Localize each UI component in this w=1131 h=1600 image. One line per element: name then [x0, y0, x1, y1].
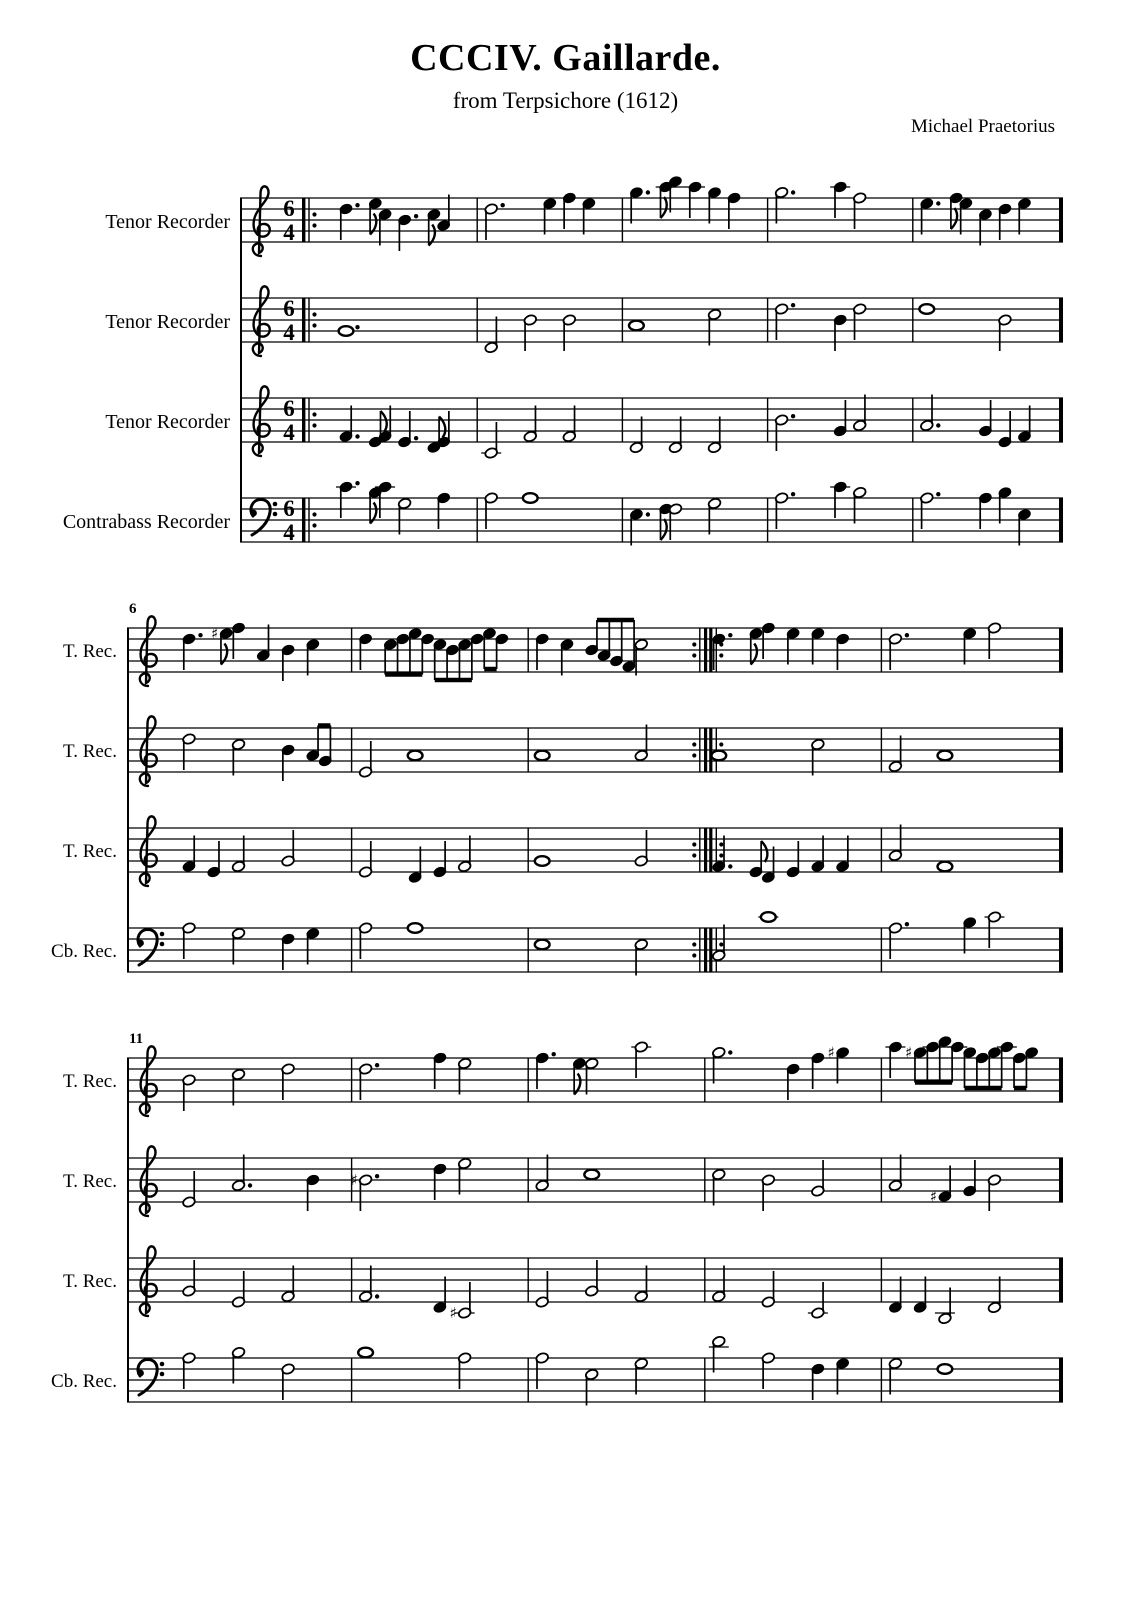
- note-glyph: [808, 1307, 828, 1319]
- note-glyph: [712, 1046, 733, 1058]
- staff-label: Tenor Recorder: [105, 310, 230, 333]
- end-barline: [1059, 628, 1063, 672]
- note-glyph: [905, 1044, 927, 1062]
- note-glyph: [358, 1290, 379, 1302]
- note-glyph: [631, 1041, 651, 1053]
- augmentation-dot: [355, 203, 359, 207]
- augmentation-dot: [728, 864, 732, 868]
- treble-clef-icon: [253, 386, 270, 456]
- staff-row: [0, 172, 1063, 272]
- system-1: [0, 172, 1131, 572]
- staff-row: [0, 1232, 1063, 1332]
- note-glyph: [930, 1188, 952, 1206]
- end-barline: [1059, 198, 1063, 242]
- treble-clef-icon: [253, 186, 270, 256]
- staff-row: [0, 702, 1063, 802]
- augmentation-dot: [248, 1183, 252, 1187]
- sharp-icon: ♯: [827, 1043, 835, 1062]
- note-glyph: [481, 447, 501, 459]
- end-barline: [1059, 1258, 1063, 1302]
- eighth-flag: [761, 841, 767, 862]
- staff-notation: [127, 902, 1063, 1002]
- staff-row: [0, 602, 1063, 702]
- staff-label: Cb. Rec.: [51, 941, 117, 962]
- staff-row: [0, 1332, 1063, 1432]
- note-glyph: [830, 181, 850, 193]
- staff-label: Contrabass Recorder: [62, 510, 230, 533]
- note-glyph: [938, 1364, 953, 1374]
- augmentation-dot: [791, 190, 795, 194]
- augmentation-dot: [936, 492, 940, 496]
- note-glyph: [211, 625, 233, 643]
- note-glyph: [358, 1348, 373, 1358]
- end-barline: [1059, 928, 1063, 972]
- note-glyph: [709, 1335, 729, 1347]
- augmentation-dot: [501, 203, 505, 207]
- system-barline: [127, 628, 129, 972]
- time-signature-denominator: 4: [283, 420, 295, 445]
- augmentation-dot: [728, 633, 732, 637]
- staff-row: [0, 1132, 1063, 1232]
- staff-row: [0, 372, 1063, 472]
- note-glyph: [712, 860, 733, 872]
- staff-notation: [127, 1332, 1063, 1432]
- eighth-flag: [661, 197, 667, 218]
- system-barline: [240, 198, 242, 542]
- note-glyph: [938, 862, 953, 872]
- bass-clef-icon: [137, 930, 164, 966]
- end-barline: [1059, 1358, 1063, 1402]
- staff-row: [0, 802, 1063, 902]
- augmentation-dot: [198, 633, 202, 637]
- measure-number: 6: [129, 602, 137, 617]
- eighth-flag: [381, 411, 387, 432]
- system-2: [0, 602, 1131, 1002]
- composer-name: Michael Praetorius: [910, 116, 1055, 137]
- staff-notation: [127, 1232, 1063, 1332]
- augmentation-dot: [936, 201, 940, 205]
- eighth-flag: [951, 208, 957, 229]
- treble-clef-icon: [140, 716, 157, 786]
- staff-row: [0, 902, 1063, 1002]
- note-glyph: [711, 751, 726, 761]
- note-glyph: [629, 321, 644, 331]
- measure-number: 11: [129, 1032, 144, 1047]
- score: [0, 172, 1131, 1432]
- sharp-icon: ♯: [929, 1187, 938, 1206]
- staff-label: T. Rec.: [63, 841, 117, 862]
- note-glyph: [408, 751, 423, 761]
- augmentation-dot: [414, 436, 418, 440]
- staff-label: T. Rec.: [63, 741, 117, 762]
- end-barline: [1059, 728, 1063, 772]
- staff-label: T. Rec.: [63, 1171, 117, 1192]
- note-glyph: [629, 508, 650, 520]
- staff-notation: [240, 272, 1063, 372]
- note-glyph: [919, 304, 934, 314]
- staff-label: Tenor Recorder: [105, 210, 230, 233]
- treble-clef-icon: [140, 1146, 157, 1216]
- augmentation-dot: [414, 214, 418, 218]
- note-glyph: [685, 181, 705, 193]
- staff-label: T. Rec.: [63, 1071, 117, 1092]
- note-glyph: [535, 940, 550, 950]
- note-glyph: [938, 751, 953, 761]
- note-glyph: [408, 923, 423, 933]
- sharp-icon: ♯: [350, 1171, 358, 1189]
- staff-label: T. Rec.: [63, 1271, 117, 1292]
- augmentation-dot: [646, 512, 650, 516]
- augmentation-dot: [728, 1050, 732, 1054]
- bass-clef-icon: [250, 500, 277, 536]
- staff-notation: [127, 602, 1063, 702]
- staff-notation: [127, 802, 1063, 902]
- treble-clef-icon: [140, 1246, 157, 1316]
- end-barline: [1059, 298, 1063, 342]
- note-glyph: [336, 481, 360, 493]
- header: [0, 0, 1131, 138]
- note-glyph: [935, 1312, 955, 1324]
- time-signature-numerator: 6: [283, 296, 295, 321]
- end-barline: [1059, 828, 1063, 872]
- staff-notation: [240, 472, 1063, 572]
- note-glyph: [885, 1041, 905, 1053]
- augmentation-dot: [791, 492, 795, 496]
- note-glyph: [830, 481, 850, 493]
- augmentation-dot: [791, 303, 795, 307]
- time-signature-numerator: 6: [283, 496, 295, 521]
- note-glyph: [828, 1044, 850, 1062]
- note-glyph: [774, 186, 795, 198]
- sharp-icon: ♯: [211, 624, 219, 643]
- treble-clef-icon: [140, 616, 157, 686]
- augmentation-dot: [375, 1063, 379, 1067]
- augmentation-dot: [355, 325, 359, 329]
- augmentation-dot: [355, 434, 359, 438]
- staff-row: [0, 272, 1063, 372]
- staff-notation: [240, 172, 1063, 272]
- augmentation-dot: [355, 481, 359, 485]
- note-glyph: [758, 912, 778, 922]
- end-barline: [1059, 1158, 1063, 1202]
- sharp-icon: ♯: [449, 1304, 457, 1322]
- note-glyph: [920, 197, 941, 209]
- time-signature-numerator: 6: [283, 396, 295, 421]
- augmentation-dot: [791, 414, 795, 418]
- note-glyph: [231, 1179, 252, 1191]
- time-signature-denominator: 4: [283, 320, 295, 345]
- note-glyph: [584, 1170, 599, 1180]
- time-signature-denominator: 4: [283, 220, 295, 245]
- staff-row: [0, 1032, 1063, 1132]
- system-3: [0, 1032, 1131, 1432]
- note-glyph: [920, 419, 941, 431]
- end-barline: [1059, 398, 1063, 442]
- time-signature-denominator: 4: [283, 520, 295, 545]
- treble-clef-icon: [140, 816, 157, 886]
- staff-row: [0, 472, 1063, 572]
- augmentation-dot: [646, 190, 650, 194]
- sharp-icon: ♯: [905, 1043, 913, 1062]
- end-barline: [1059, 498, 1063, 542]
- eighth-flag: [661, 519, 667, 540]
- treble-clef-icon: [253, 286, 270, 356]
- staff-notation: [127, 1032, 1063, 1132]
- staff-label: T. Rec.: [63, 641, 117, 662]
- note-glyph: [535, 751, 550, 761]
- treble-clef-icon: [140, 1046, 157, 1116]
- system-barline: [127, 1058, 129, 1402]
- note-glyph: [629, 186, 650, 198]
- augmentation-dot: [375, 1294, 379, 1298]
- augmentation-dot: [552, 1052, 556, 1056]
- staff-notation: [127, 702, 1063, 802]
- augmentation-dot: [936, 423, 940, 427]
- augmentation-dot: [905, 633, 909, 637]
- note-glyph: [450, 1304, 475, 1322]
- augmentation-dot: [375, 1174, 379, 1178]
- note-glyph: [523, 493, 538, 503]
- staff-label: Cb. Rec.: [51, 1371, 117, 1392]
- bass-clef-icon: [137, 1360, 164, 1396]
- augmentation-dot: [905, 922, 909, 926]
- piece-title: CCCIV. Gaillarde.: [410, 37, 721, 79]
- end-barline: [1059, 1058, 1063, 1102]
- staff-notation: [240, 372, 1063, 472]
- piece-subtitle: from Terpsichore (1612): [452, 88, 679, 113]
- note-glyph: [535, 856, 550, 866]
- note-glyph: [339, 430, 360, 442]
- note-glyph: [984, 911, 1004, 923]
- staff-notation: [127, 1132, 1063, 1232]
- time-signature-numerator: 6: [283, 196, 295, 221]
- staff-label: Tenor Recorder: [105, 410, 230, 433]
